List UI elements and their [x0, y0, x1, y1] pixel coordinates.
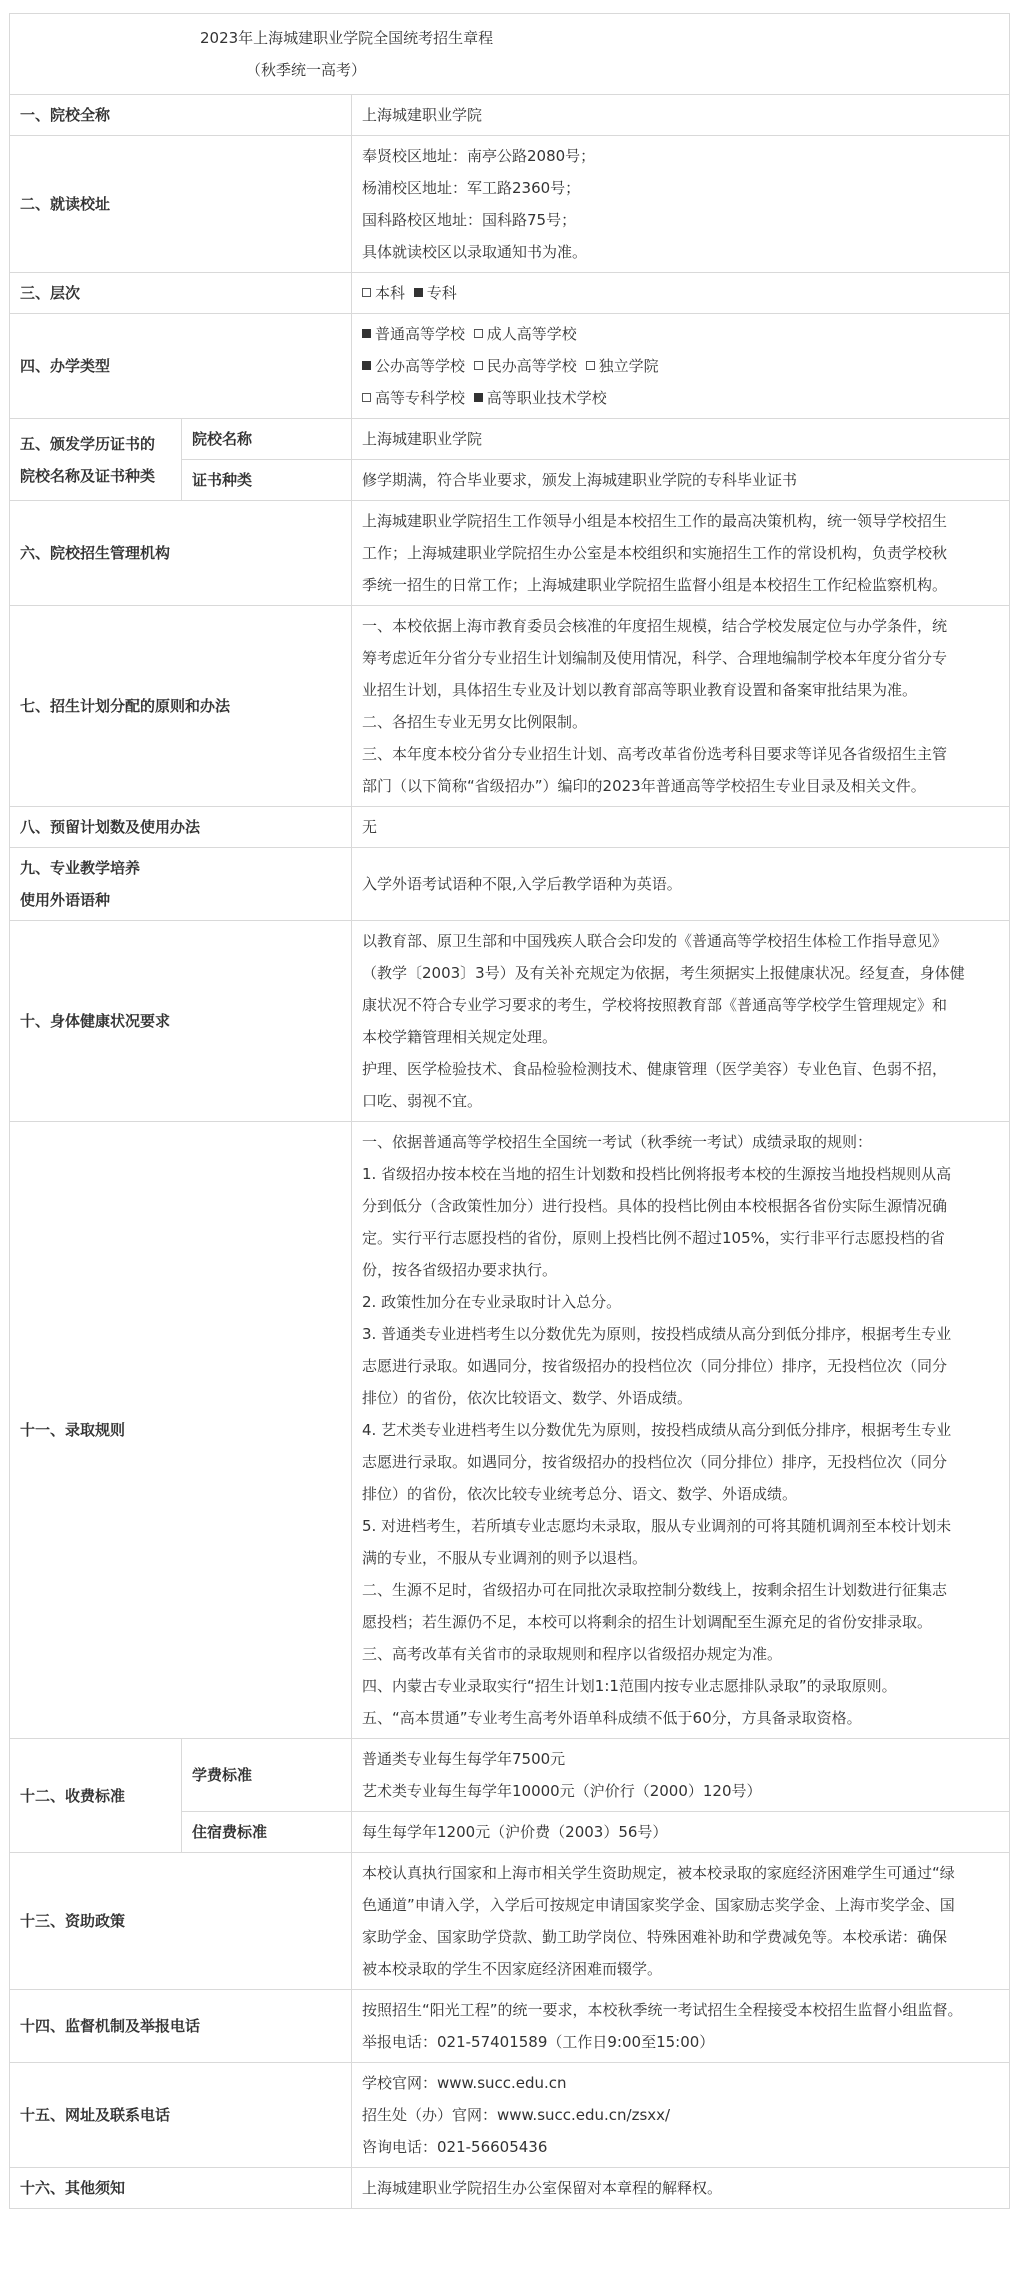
row-supervision — [10, 1990, 1010, 2063]
admission-line: 志愿进行录取。如遇同分，按省级招办的投档位次（同分排位）排序，无投档位次（同分 — [362, 1453, 948, 1471]
title-main: 2023年上海城建职业学院全国统考招生章程 — [200, 29, 494, 47]
reserve-value: 无 — [352, 807, 1010, 848]
admission-line: 五、“高本贯通”专业考生高考外语单科成绩不低于60分，方具备录取资格。 — [362, 1709, 862, 1727]
admission-line: 份，按各省级招办要求执行。 — [362, 1261, 558, 1279]
supervision-line: 举报电话：021-57401589（工作日9:00至15:00） — [362, 2033, 715, 2051]
admission-line: 定。实行平行志愿投档的省份，原则上投档比例不超过105%，实行非平行志愿投档的省 — [362, 1229, 945, 1247]
other-label: 十六、其他须知 — [10, 2168, 352, 2209]
management-line: 季统一招生的日常工作；上海城建职业学院招生监督小组是本校招生工作纪检监察机构。 — [362, 576, 948, 594]
campus-line: 具体就读校区以录取通知书为准。 — [362, 243, 588, 261]
admission-line: 4. 艺术类专业进档考生以分数优先为原则，按投档成绩从高分到低分排序，根据考生专业 — [362, 1421, 952, 1439]
tuition-label: 学费标准 — [182, 1739, 352, 1812]
admission-line: 三、高考改革有关省市的录取规则和程序以省级招办规定为准。 — [362, 1645, 783, 1663]
aid-line: 本校认真执行国家和上海市相关学生资助规定，被本校录取的家庭经济困难学生可通过“绿 — [362, 1864, 955, 1882]
contact-value — [352, 2063, 1010, 2168]
contact-line: 招生处（办）官网：www.succ.edu.cn/zsxx/ — [362, 2106, 671, 2124]
admission-line: 四、内蒙古专业录取实行“招生计划1:1范围内按专业志愿排队录取”的录取原则。 — [362, 1677, 897, 1695]
school-type-option: 高等专科学校 — [375, 389, 466, 407]
admission-line: 1. 省级招办按本校在当地的招生计划数和投档比例将报考本校的生源按当地投档规则从高 — [362, 1165, 952, 1183]
certificate-school-value: 上海城建职业学院 — [352, 419, 1010, 460]
admission-line: 3. 普通类专业进档考生以分数优先为原则，按投档成绩从高分到低分排序，根据考生专业 — [362, 1325, 952, 1343]
plan-line: 筹考虑近年分省分专业招生计划编制及使用情况，科学、合理地编制学校本年度分省分专 — [362, 649, 948, 667]
contact-line: 学校官网：www.succ.edu.cn — [362, 2074, 567, 2092]
row-fees-tuition — [10, 1739, 1010, 1812]
admission-line: 5. 对进档考生，若所填专业志愿均未录取，服从专业调剂的可将其随机调剂至本校计划未 — [362, 1517, 952, 1535]
row-level — [10, 273, 1010, 314]
admission-line: 排位）的省份，依次比较语文、数学、外语成绩。 — [362, 1389, 693, 1407]
level-option: 专科 — [426, 284, 457, 302]
title-cell — [10, 14, 1010, 95]
school-type-label: 四、办学类型 — [10, 314, 352, 419]
certificate-label-line: 院校名称及证书种类 — [20, 466, 156, 485]
language-label — [10, 848, 352, 921]
plan-label: 七、招生计划分配的原则和办法 — [10, 606, 352, 807]
health-label: 十、身体健康状况要求 — [10, 921, 352, 1122]
admission-line: 2. 政策性加分在专业录取时计入总分。 — [362, 1293, 622, 1311]
admission-label: 十一、录取规则 — [10, 1122, 352, 1739]
management-label: 六、院校招生管理机构 — [10, 501, 352, 606]
unchecked-box-icon — [362, 393, 371, 402]
campus-line: 国科路校区地址：国科路75号； — [362, 211, 577, 229]
tuition-value — [352, 1739, 1010, 1812]
admission-line: 一、依据普通高等学校招生全国统一考试（秋季统一考试）成绩录取的规则： — [362, 1133, 873, 1151]
supervision-label: 十四、监督机制及举报电话 — [10, 1990, 352, 2063]
supervision-value — [352, 1990, 1010, 2063]
row-health — [10, 921, 1010, 1122]
contact-line: 咨询电话：021-56605436 — [362, 2138, 548, 2156]
checked-box-icon — [414, 288, 423, 297]
checked-box-icon — [362, 361, 371, 370]
admission-line: 满的专业，不服从专业调剂的则予以退档。 — [362, 1549, 648, 1567]
fees-label: 十二、收费标准 — [10, 1739, 182, 1853]
health-line: 护理、医学检验技术、食品检验检测技术、健康管理（医学美容）专业色盲、色弱不招， — [362, 1060, 948, 1078]
management-line: 工作；上海城建职业学院招生办公室是本校组织和实施招生工作的常设机构，负责学校秋 — [362, 544, 948, 562]
language-label-line: 九、专业教学培养 — [20, 859, 141, 877]
plan-line: 一、本校依据上海市教育委员会核准的年度招生规模，结合学校发展定位与办学条件，统 — [362, 617, 948, 635]
health-value — [352, 921, 1010, 1122]
language-value: 入学外语考试语种不限,入学后教学语种为英语。 — [352, 848, 1010, 921]
contact-label: 十五、网址及联系电话 — [10, 2063, 352, 2168]
campus-label: 二、就读校址 — [10, 136, 352, 273]
row-reserve — [10, 807, 1010, 848]
language-label-line: 使用外语语种 — [20, 891, 111, 909]
school-name-value: 上海城建职业学院 — [352, 95, 1010, 136]
school-type-option: 普通高等学校 — [375, 325, 466, 343]
row-admission — [10, 1122, 1010, 1739]
tuition-line: 普通类专业每生每学年7500元 — [362, 1750, 566, 1768]
management-line: 上海城建职业学院招生工作领导小组是本校招生工作的最高决策机构，统一领导学校招生 — [362, 512, 948, 530]
level-label: 三、层次 — [10, 273, 352, 314]
school-type-option: 高等职业技术学校 — [486, 389, 607, 407]
admission-line: 愿投档；若生源仍不足，本校可以将剩余的招生计划调配至生源充足的省份安排录取。 — [362, 1613, 933, 1631]
plan-line: 部门（以下简称“省级招办”）编印的2023年普通高等学校招生专业目录及相关文件。 — [362, 777, 926, 795]
school-type-option: 独立学院 — [598, 357, 659, 375]
checked-box-icon — [474, 393, 483, 402]
unchecked-box-icon — [362, 288, 371, 297]
admission-line: 排位）的省份，依次比较专业统考总分、语文、数学、外语成绩。 — [362, 1485, 798, 1503]
row-management — [10, 501, 1010, 606]
school-type-line — [362, 382, 999, 414]
plan-line: 业招生计划，具体招生专业及计划以教育部高等职业教育设置和备案审批结果为准。 — [362, 681, 918, 699]
unchecked-box-icon — [474, 361, 483, 370]
title-sub: （秋季统一高考） — [246, 61, 367, 79]
certificate-type-value: 修学期满，符合毕业要求，颁发上海城建职业学院的专科毕业证书 — [352, 460, 1010, 501]
health-line: 以教育部、原卫生部和中国残疾人联合会印发的《普通高等学校招生体检工作指导意见》 — [362, 932, 948, 950]
level-value — [352, 273, 1010, 314]
school-name-label: 一、院校全称 — [10, 95, 352, 136]
dorm-value: 每生每学年1200元（沪价费（2003）56号） — [352, 1812, 1010, 1853]
plan-value — [352, 606, 1010, 807]
school-type-line — [362, 318, 999, 350]
health-line: （教学〔2003〕3号）及有关补充规定为依据，考生须据实上报健康状况。经复查，身体健 — [362, 964, 965, 982]
admission-charter-table — [9, 13, 1010, 2209]
health-line: 口吃、弱视不宜。 — [362, 1092, 483, 1110]
school-type-line — [362, 350, 999, 382]
row-certificate-name — [10, 419, 1010, 460]
management-value — [352, 501, 1010, 606]
admission-line: 志愿进行录取。如遇同分，按省级招办的投档位次（同分排位）排序，无投档位次（同分 — [362, 1357, 948, 1375]
row-contact — [10, 2063, 1010, 2168]
reserve-label: 八、预留计划数及使用办法 — [10, 807, 352, 848]
dorm-label: 住宿费标准 — [182, 1812, 352, 1853]
aid-label: 十三、资助政策 — [10, 1853, 352, 1990]
unchecked-box-icon — [474, 329, 483, 338]
aid-line: 被本校录取的学生不因家庭经济困难而辍学。 — [362, 1960, 663, 1978]
health-line: 康状况不符合专业学习要求的考生，学校将按照教育部《普通高等学校学生管理规定》和 — [362, 996, 948, 1014]
certificate-label-line: 五、颁发学历证书的 — [20, 434, 156, 453]
row-plan — [10, 606, 1010, 807]
school-type-value — [352, 314, 1010, 419]
school-type-option: 民办高等学校 — [486, 357, 577, 375]
plan-line: 二、各招生专业无男女比例限制。 — [362, 713, 588, 731]
admission-line: 二、生源不足时，省级招办可在同批次录取控制分数线上，按剩余招生计划数进行征集志 — [362, 1581, 948, 1599]
level-option: 本科 — [375, 284, 406, 302]
row-school-name — [10, 95, 1010, 136]
unchecked-box-icon — [586, 361, 595, 370]
row-school-type — [10, 314, 1010, 419]
campus-line: 奉贤校区地址：南亭公路2080号； — [362, 147, 596, 165]
supervision-line: 按照招生“阳光工程”的统一要求，本校秋季统一考试招生全程接受本校招生监督小组监督。 — [362, 2001, 963, 2019]
aid-line: 家助学金、国家助学贷款、勤工助学岗位、特殊困难补助和学费减免等。本校承诺：确保 — [362, 1928, 948, 1946]
admission-value — [352, 1122, 1010, 1739]
row-campus — [10, 136, 1010, 273]
school-type-option: 成人高等学校 — [486, 325, 577, 343]
other-value: 上海城建职业学院招生办公室保留对本章程的解释权。 — [352, 2168, 1010, 2209]
row-aid — [10, 1853, 1010, 1990]
campus-value — [352, 136, 1010, 273]
certificate-school-label: 院校名称 — [182, 419, 352, 460]
row-other — [10, 2168, 1010, 2209]
checked-box-icon — [362, 329, 371, 338]
row-language — [10, 848, 1010, 921]
certificate-type-label: 证书种类 — [182, 460, 352, 501]
tuition-line: 艺术类专业每生每学年10000元（沪价行（2000）120号） — [362, 1782, 762, 1800]
certificate-label — [10, 419, 182, 501]
school-type-option: 公办高等学校 — [375, 357, 466, 375]
plan-line: 三、本年度本校分省分专业招生计划、高考改革省份选考科目要求等详见各省级招生主管 — [362, 745, 948, 763]
campus-line: 杨浦校区地址：军工路2360号； — [362, 179, 581, 197]
aid-line: 色通道”申请入学，入学后可按规定申请国家奖学金、国家励志奖学金、上海市奖学金、国 — [362, 1896, 955, 1914]
title-row — [10, 14, 1010, 95]
health-line: 本校学籍管理相关规定处理。 — [362, 1028, 558, 1046]
aid-value — [352, 1853, 1010, 1990]
admission-line: 分到低分（含政策性加分）进行投档。具体的投档比例由本校根据各省份实际生源情况确 — [362, 1197, 948, 1215]
